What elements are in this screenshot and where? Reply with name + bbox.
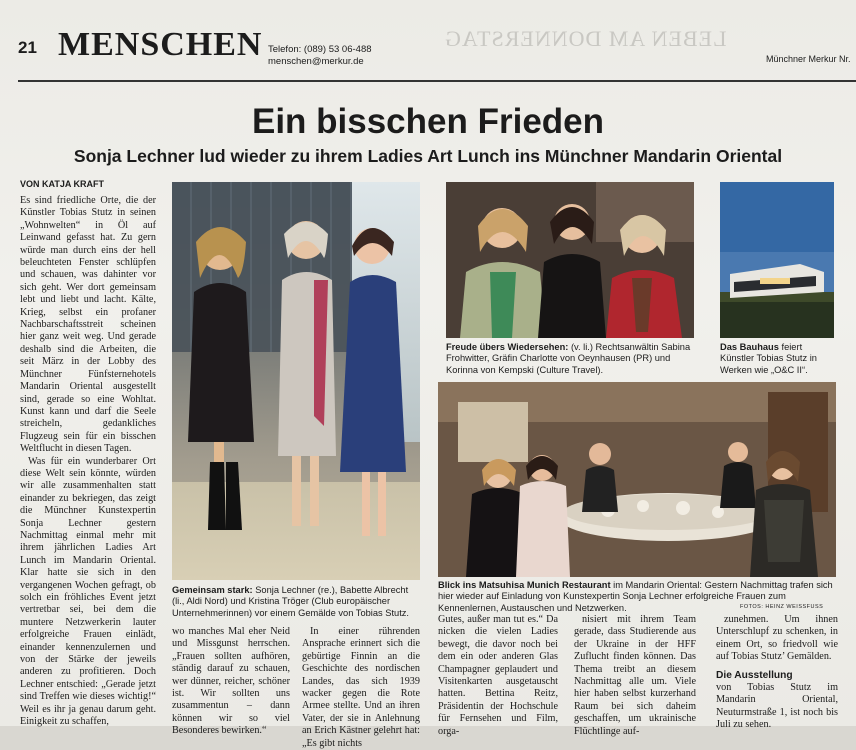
paragraph: nisiert mit ihrem Team gerade, dass Studierende aus der Ukraine in der HFF Zuflucht finden können. Das Thema treibt an diesem Nachmittag alle um. Viele hier haben selbst kurzerhand Raum bei sich daheim geschaffen, um ukrainische Flüchtlinge auf- [574, 614, 696, 737]
article-column-6 [716, 614, 838, 731]
paragraph: zunehmen. Um ihnen Unterschlupf zu schenken, in einem Ort, so friedvoll wie auf Tobias Stutz’ Gemälden. [716, 614, 838, 663]
paragraph: In einer rührenden Ansprache erinnert sich die gebürtige Finnin an die Geschichte des nordischen Landes, das sich 1939 wacker gegen die Rote Armee stellte. Und an ihren Vater, der sie in Anlehnung an Erich Kästner gelehrt hat: „Es gibt nichts [302, 626, 420, 749]
paragraph: Gutes, außer man tut es.“ Da nicken die vielen Ladies bewegt, die davor noch bei dem ein oder anderen Glas Champagner geplaudert und Visitenkarten ausgetauscht hatten. Bettina Reitz, Präsidentin der Hochschule für Fernsehen und Film, orga- [438, 614, 558, 737]
photo-illustration [438, 382, 836, 577]
photo-three-women [172, 182, 420, 580]
masthead [18, 26, 856, 76]
photo-caption [720, 342, 836, 376]
header-rule [18, 80, 856, 82]
article-column-3 [302, 626, 420, 749]
photo-credit: FOTOS: HEINZ WEISSFUSS [740, 604, 824, 610]
section-title: MENSCHEN [58, 26, 263, 63]
photo-bauhaus-painting [720, 182, 834, 338]
article-column-1 [20, 195, 156, 728]
article-headline: Ein bisschen Frieden [251, 102, 605, 141]
photo-illustration [446, 182, 694, 338]
caption-lead: Gemeinsam stark: [172, 585, 253, 595]
info-subtitle: Die Ausstellung [716, 669, 793, 681]
paragraph: Es sind friedliche Orte, die der Künstler Tobias Stutz in seinen „Wohnwelten“ in Öl auf Leinwand gefasst hat. Zu gern würde man durch eins der hell beleuchteten Fenster schlüpfen und schauen, was dahinter vor sich geht. Wer dort gemeinsam lebt und liebt und lacht. Kälte, Krieg, selbst ein profaner Nachbarschaftsstreit scheinen hier ganz weit weg. Und gerade deshalb sind die Arbeiten, die seit März in der Lobby des Münchner Fünfsternehotels Mandarin Oriental ausgestellt sind, gerade so eine Wohltat. Kunst kann und darf die Seele streicheln, gedankliches Flugzeug sein für ein bisschen Weltflucht in diesen Tagen. [20, 195, 156, 455]
article-column-5 [574, 614, 696, 737]
caption-text: (v. li.) Rechtsanwältin Sabina Frohwitter, Gräfin Charlotte von Oeynhausen (PR) und Korinna von Kempski (Culture Travel). [446, 342, 691, 375]
caption-text: Sonja Lechner (re.), Babette Albrecht (li., Aldi Nord) und Kristina Tröger (Club europäischer Unternehmerinnen) vor einem Gemälde von Tobias Stutz. [172, 585, 410, 618]
byline: VON KATJA KRAFT [20, 179, 104, 189]
photo-restaurant [438, 382, 836, 577]
contact-info [268, 44, 372, 68]
contact-email: menschen@merkur.de [268, 56, 364, 67]
contact-phone: Telefon: (089) 53 06-488 [268, 44, 372, 55]
info-text: von Tobias Stutz im Mandarin Oriental, Neuturmstraße 1, ist noch bis Juli zu sehen. [716, 682, 838, 731]
photo-three-women-portrait [446, 182, 694, 338]
article-subheadline: Sonja Lechner lud wieder zu ihrem Ladies Art Lunch ins Münchner Mandarin Oriental [73, 146, 783, 166]
caption-text: feiert Künstler Tobias Stutz in Werken wie „O&C II“. [720, 342, 817, 375]
photo-caption [446, 342, 696, 376]
article-column-2 [172, 626, 290, 737]
article-column-4 [438, 614, 558, 737]
bleed-through-text: LEBEN AM DONNERSTAG [444, 26, 727, 51]
painting-illustration [720, 182, 834, 338]
newspaper-brand: Münchner Merkur Nr. [766, 54, 851, 64]
caption-lead: Das Bauhaus [720, 342, 779, 352]
paragraph: wo manches Mal eher Neid und Missgunst herrschen. „Frauen sollten aufhören, ständig darauf zu schauen, wer dünner, reicher, schöner ist. Wir sollten uns zusammentun – dann können wir so viel Besonderes bewirken.“ [172, 626, 290, 737]
person-figure [332, 212, 414, 552]
photo-caption [172, 585, 422, 619]
caption-lead: Blick ins Matsuhisa Munich Restaurant [438, 580, 611, 590]
caption-lead: Freude übers Wiedersehen: [446, 342, 569, 352]
person-figure [180, 212, 258, 542]
paragraph: Was für ein wunderbarer Ort diese Welt sein könnte, würden wir alle zusammenhalten statt einander zu bekriegen, das zeigt die Münchner Kunstexpertin Sonja Lechner gestern Nachmittag einmal mehr mit ihrem jährlichen Ladies Art Lunch im Mandarin Oriental. Klar hatte sie sich in den vergangenen Wochen gefragt, ob solch ein fröhliches Event jetzt vertretbar sei, bei dem die muntere Netzwerkerin lauter erfolgreiche Frauen einlädt, einander kennenzulernen und von der Stärke der jeweils anderen zu profitieren. Doch Lechner entschied: „Gerade jetzt sind Treffen wie dieses wichtig!“ Weil es ihr ja genau darum geht. Einigkeit zu schaffen, [20, 455, 156, 728]
caption-text: im Mandarin Oriental: Gestern Nachmittag trafen sich hier wieder auf Einladung von Kunstexpertin Sonja Lechner erfolgreiche Frauen zum Kennenlernen, Austauschen und Netzwerken. [438, 580, 833, 613]
page-number: 21 [18, 38, 37, 57]
